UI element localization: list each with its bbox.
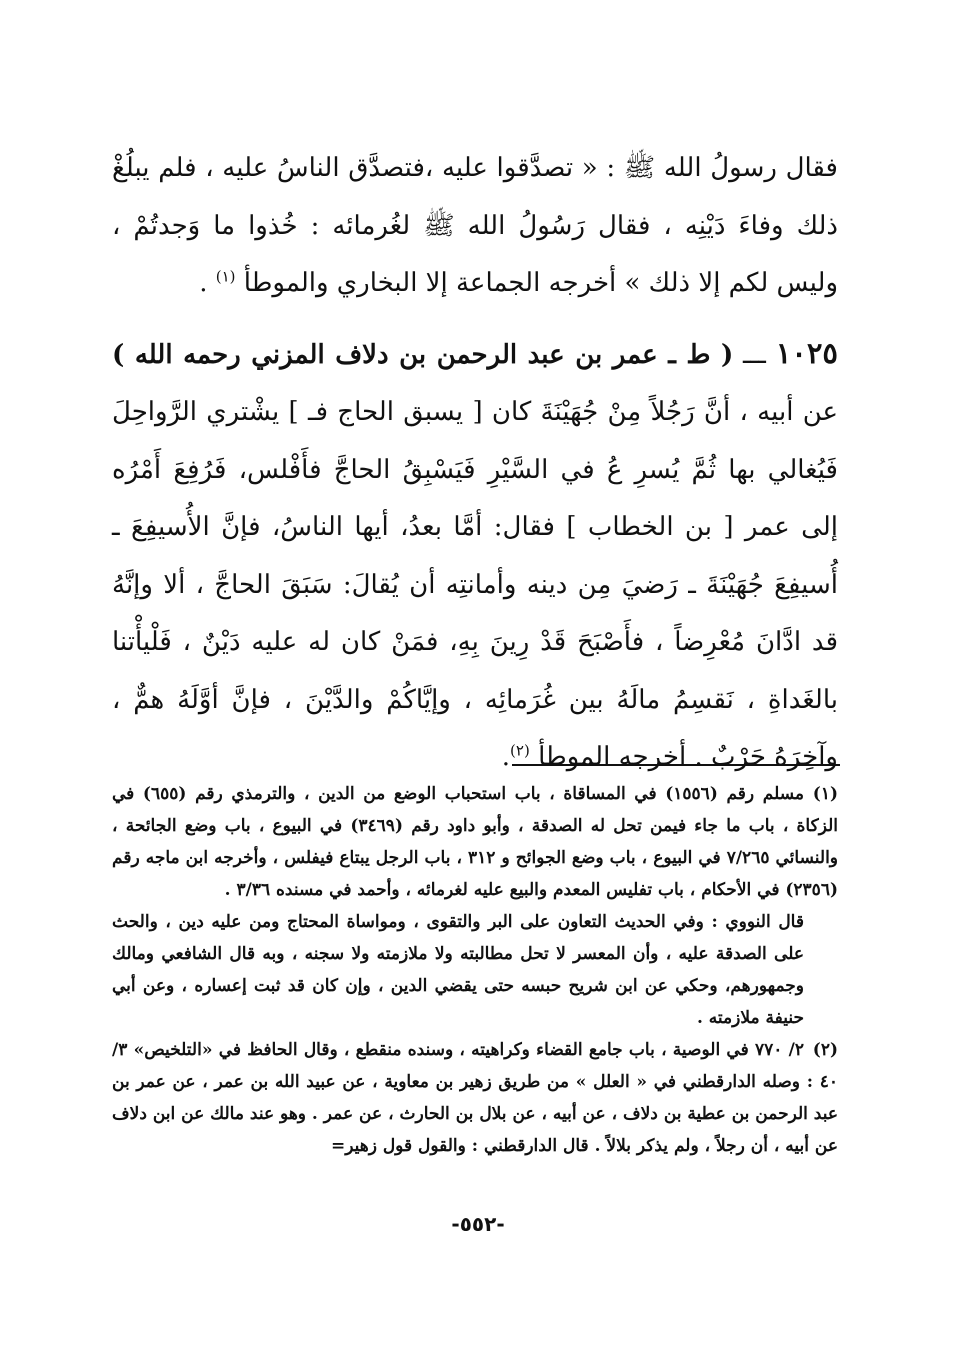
- hadith-narrator: ( ط ـ عمر بن عبد الرحمن بن دلاف المزني رحمه الله ): [112, 339, 734, 370]
- hadith-end: .: [501, 742, 511, 772]
- footnote-separator: [512, 764, 840, 766]
- paragraph-text: فقال رسولُ الله ﷺ : « تصدَّقوا عليه ،فتصدَّق الناسُ عليه ، فلم يبلُغْ ذلك وفاءَ دَيْنِه ، فقال رَسُولُ الله ﷺ لغُرمائه : خُذوا ما وَجدتُمْ ، وليس لكم إلا ذلك » أخرجه الجماعة إلا البخاري والموطأ: [112, 153, 838, 298]
- paragraph-continuation: [112, 140, 838, 313]
- page-number: -٥٥٢-: [451, 1212, 505, 1236]
- paragraph-end: .: [199, 268, 216, 298]
- footnote-2: [112, 1034, 838, 1162]
- hadith-1025: [112, 325, 838, 787]
- footnote-number: (١): [812, 784, 838, 804]
- footnote-ref-2: (٢): [510, 741, 530, 760]
- footnote-text: مسلم رقم (١٥٥٦) في المساقاة ، باب استحباب الوضع من الدين ، والترمذي رقم (٦٥٥) في الزكاة ، باب ما جاء فيمن تحل له الصدقة ، وأبو داود رقم (٣٤٦٩) في البيوع ، باب وضع الجائحة ، والنسائي ٧/٢٦٥ في البيوع ، باب وضع الجوائح و ٣١٢ ، باب الرجل يبتاع فيفلس ، وأخرجه ابن ماجه رقم (٢٣٥٦) في الأحكام ، باب تفليس المعدم والبيع عليه لغرمائه ، وأحمد في مسنده ٣/٣٦ .: [112, 784, 839, 900]
- footnotes: [112, 778, 838, 1162]
- hadith-number: ١٠٢٥: [775, 335, 838, 370]
- footnote-number: (٢): [812, 1040, 838, 1060]
- footnote-1-nawawi: قال النووي : وفي الحديث التعاون على البر والتقوى ، ومواساة المحتاج ومن عليه دين ، والحث على الصدقة عليه ، وأن المعسر لا تحل مطالبته ولا ملازمته ولا سجنه ، وبه قال الشافعي ومالك وجمهورهم، وحكي عن ابن شريح حبسه حتى يقضي الدين ، وإن كان قد ثبت إعساره ، وعن أبي حنيفة ملازمته .: [112, 912, 804, 1028]
- footnote-ref-1: (١): [215, 267, 236, 286]
- hadith-text: عن أبيه ، أنَّ رَجُلاً مِنْ جُهَيْنَةَ كان [ يسبق الحاج فـ ] يشْتري الرَّواحِلَ فَيُغالي بها ثُمَّ يُسرِ عُ في السَّيْرِ فَيَسْبِقُ الحاجَّ فأَفْلس، فَرُفِعَ أَمْرُه إلى عمر [ بن الخطاب ] فقال: أمَّا بعدُ، أيها الناسُ، فإنَّ الأُسيفِعَ ـ أُسيفِعَ جُهَيْنَةَ ـ رَضيَ مِن دينه وأمانتِه أن يُقالَ: سَبَقَ الحاجَّ ، ألا وإنَّهُ قد ادَّانَ مُعْرِضاً ، فأَصْبَحَ قَدْ رِينَ بِهِ، فمَنْ كان له عليه دَيْنٌ ، فَلْيأْتنا بالغَداةِ ، نَقسِمُ مالَهُ بين غُرَمائِه ، وإيَّاكُمْ والدَّيْنَ ، فإنَّ أوَّلَهُ همٌّ ، وآخِرَهُ حَرْبٌ . أخرجه الموطأ: [112, 397, 838, 772]
- footnote-text: ٢/ ٧٧٠ في الوصية ، باب جامع القضاء وكراهيته ، وسنده منقطع ، وقال الحافظ في «التلخيص» ٣/ ٤٠ : وصله الدارقطني في « العلل » من طريق زهير بن معاوية ، عن عبيد الله بن عمر ، عن عمر بن عبد الرحمن بن عطية بن دلاف ، عن أبيه ، عن بلال بن الحارث ، عن عمر . وهو عند مالك عن ابن دلاف عن أبيه ، أن رجلاً ، ولم يذكر بلالاً . قال الدارقطني : والقول قول زهير=: [112, 1040, 838, 1156]
- main-text: [112, 140, 838, 787]
- hadith-dash: ـــ: [733, 339, 776, 370]
- footnote-1: [112, 778, 838, 906]
